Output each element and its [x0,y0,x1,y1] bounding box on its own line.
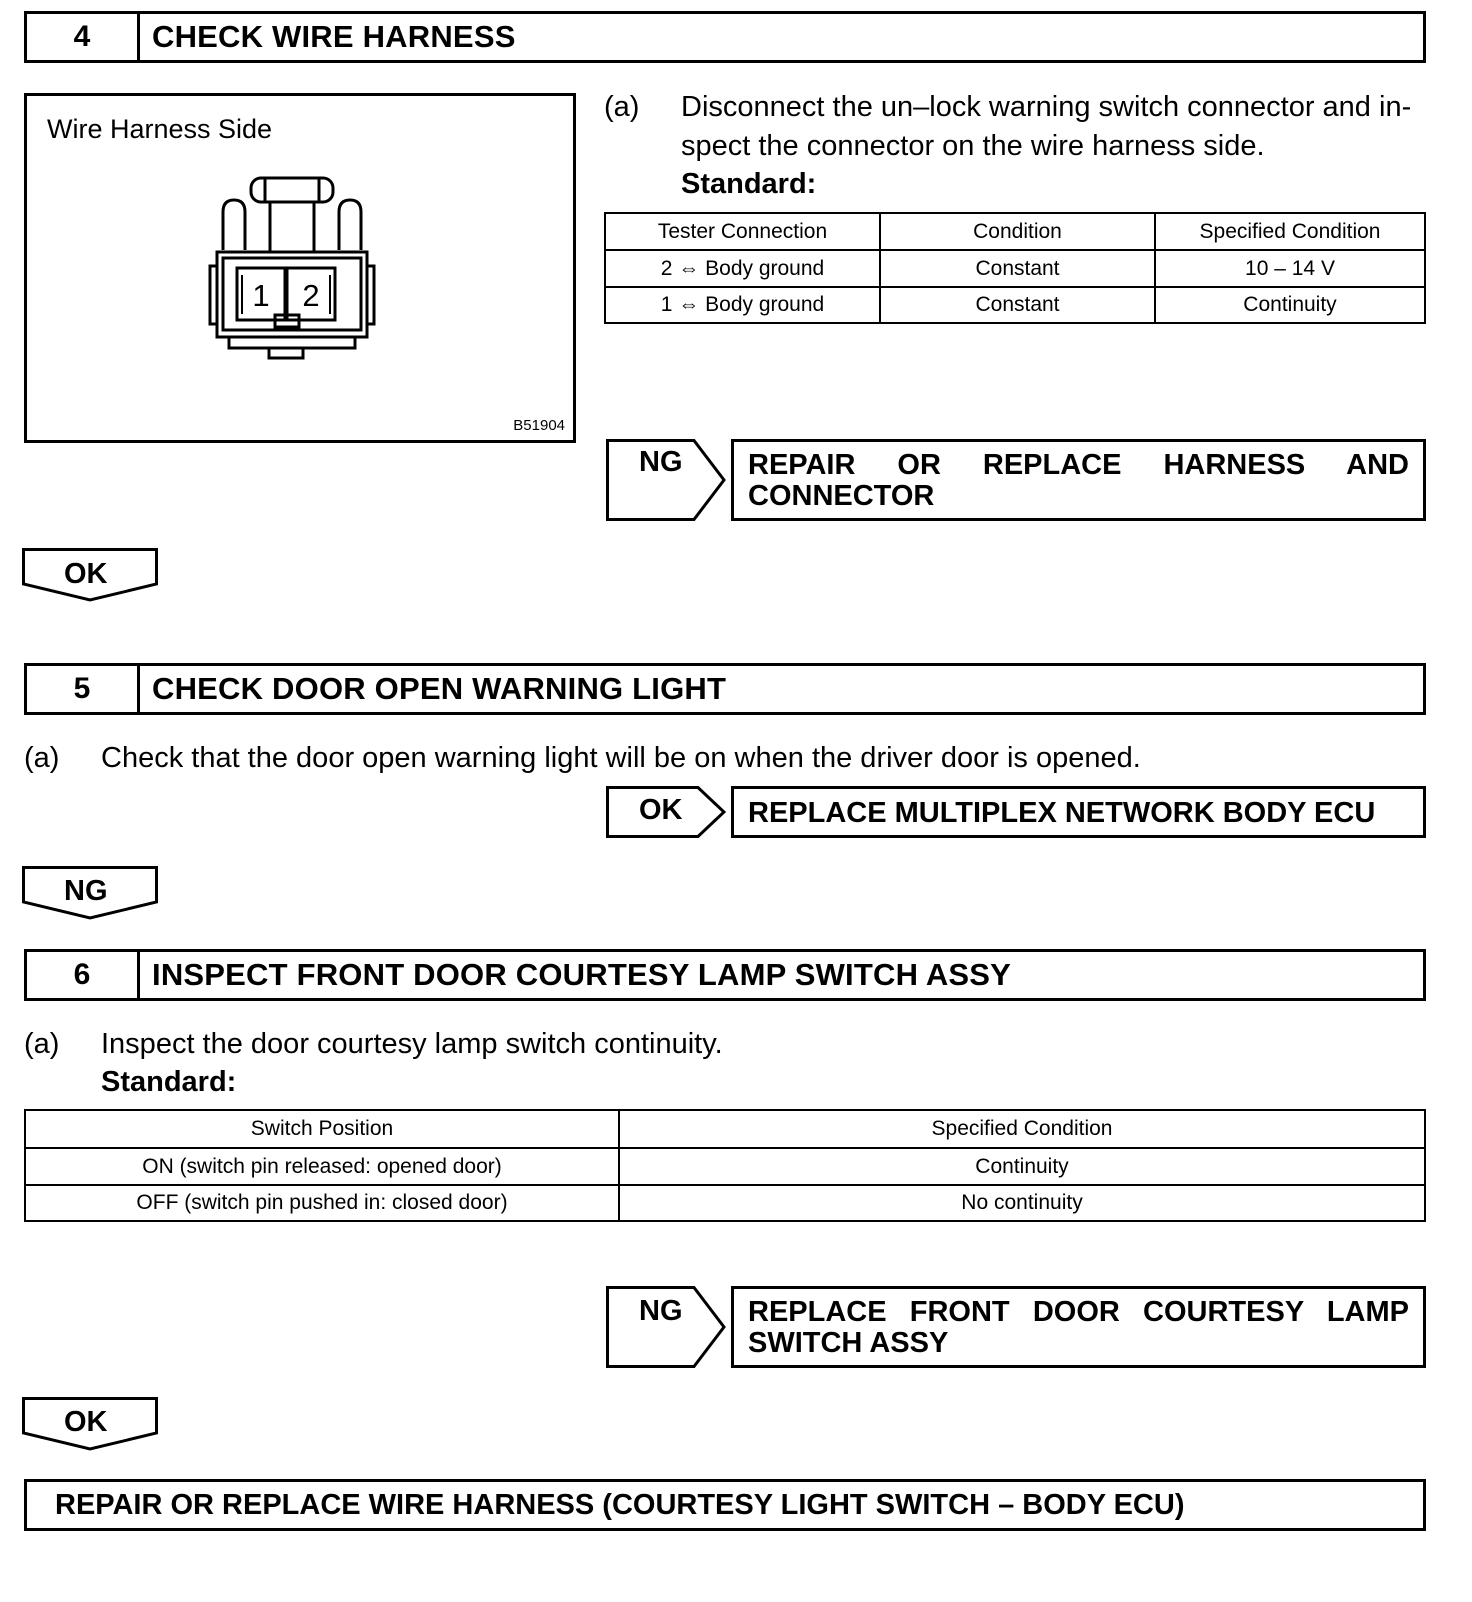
table-cell: Constant [880,287,1155,323]
step-6-spec-table [24,1109,1426,1222]
step-6-number: 6 [27,952,140,998]
final-result-box [24,1479,1426,1531]
step-6-instruction: Inspect the door courtesy lamp switch continuity. [101,1028,723,1060]
step-4-ng-result-line1: REPAIR OR REPLACE HARNESS AND [748,449,1409,481]
step-4-number: 4 [27,14,140,60]
table-cell: 2 ⇔ Body ground [605,250,880,287]
figure-caption: Wire Harness Side [47,114,273,144]
step-6-item-label: (a) [24,1028,60,1060]
step-5-item-label: (a) [24,742,60,774]
figure-id: B51904 [513,417,565,434]
step-4-instruction-line1: Disconnect the un–lock warning switch connector and in- [681,91,1412,123]
step-4-ok-label: OK [64,558,108,590]
step-4-instruction-line2: spect the connector on the wire harness side. [681,130,1265,162]
step-4-standard-label: Standard: [681,168,817,200]
connector-diagram [207,172,377,362]
connector-figure [24,93,576,443]
step-6-title: INSPECT FRONT DOOR COURTESY LAMP SWITCH ASSY [152,957,1012,992]
table-row [605,287,1425,323]
step-4-header [24,11,1426,63]
step-6-ok-label: OK [64,1406,108,1438]
table-cell: Continuity [1155,287,1425,323]
table-header-cell: Specified Condition [1155,213,1425,250]
step-6-ng-result-box [731,1286,1426,1368]
table-cell: 10 – 14 V [1155,250,1425,287]
step-5-ok-result-box [731,786,1426,838]
table-header-cell: Specified Condition [619,1110,1425,1148]
table-header-cell: Tester Connection [605,213,880,250]
step-6-ng-result-line2: SWITCH ASSY [748,1327,949,1359]
step-4-ng-result-box [731,439,1426,521]
table-cell: 1 ⇔ Body ground [605,287,880,323]
step-6-ng-result-line1: REPLACE FRONT DOOR COURTESY LAMP [748,1296,1409,1328]
step-6-ng-label: NG [639,1295,683,1327]
step-5-ok-label: OK [639,794,683,826]
step-5-header [24,663,1426,715]
table-header-row [605,213,1425,250]
step-4-ng-label: NG [639,446,683,478]
table-cell: No continuity [619,1185,1425,1221]
connector-pin-1: 1 [252,278,270,313]
step-5-ok-result: REPLACE MULTIPLEX NETWORK BODY ECU [748,797,1376,829]
table-cell: OFF (switch pin pushed in: closed door) [25,1185,619,1221]
table-row [25,1185,1425,1221]
table-cell: ON (switch pin released: opened door) [25,1148,619,1185]
step-5-instruction: Check that the door open warning light will be on when the driver door is opened. [101,742,1141,774]
table-header-cell: Switch Position [25,1110,619,1148]
step-5-ng-label: NG [64,875,108,907]
step-6-header [24,949,1426,1001]
final-result: REPAIR OR REPLACE WIRE HARNESS (COURTESY LIGHT SWITCH – BODY ECU) [55,1488,1185,1521]
step-5-number: 5 [27,666,140,712]
step-4-ng-result-line2: CONNECTOR [748,480,935,512]
table-header-row [25,1110,1425,1148]
step-4-spec-table [604,212,1426,324]
step-4-title: CHECK WIRE HARNESS [152,19,516,54]
table-cell: Constant [880,250,1155,287]
connector-pin-2: 2 [302,278,320,313]
step-6-standard-label: Standard: [101,1066,237,1098]
table-header-cell: Condition [880,213,1155,250]
table-cell: Continuity [619,1148,1425,1185]
table-row [605,250,1425,287]
step-4-item-label: (a) [604,91,640,123]
step-5-title: CHECK DOOR OPEN WARNING LIGHT [152,671,727,706]
table-row [25,1148,1425,1185]
